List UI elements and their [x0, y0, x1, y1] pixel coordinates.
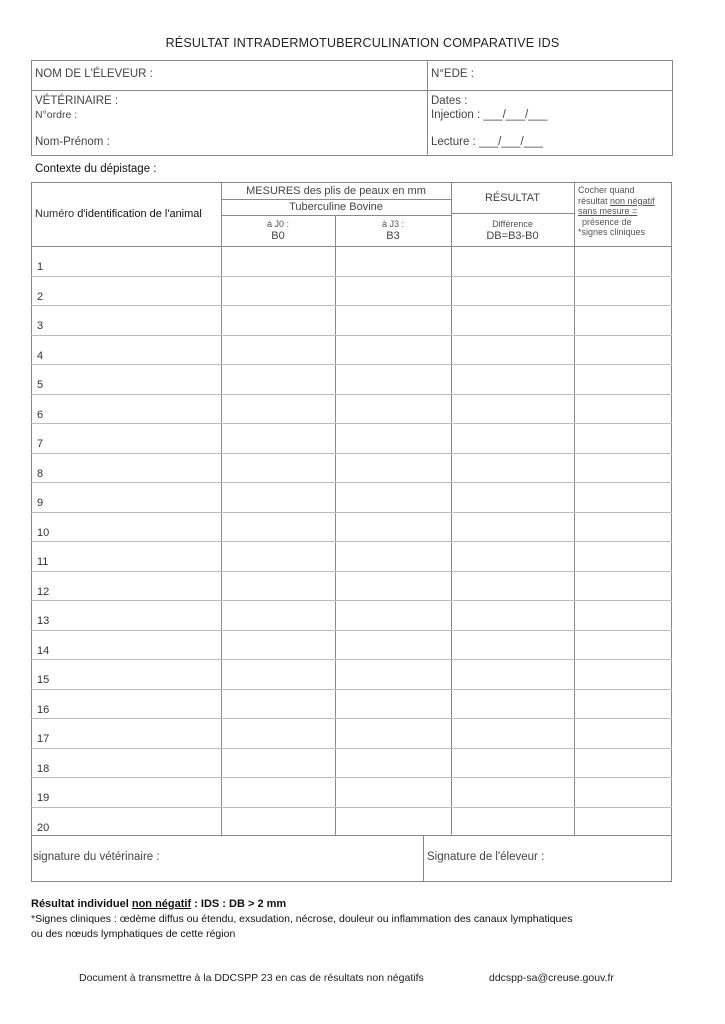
row-separator [31, 423, 672, 424]
tuberculine-line [221, 215, 451, 216]
row-separator [31, 777, 672, 778]
row-number: 13 [37, 615, 50, 627]
row-separator [31, 335, 672, 336]
resultat-rule [31, 898, 286, 910]
row-number: 19 [37, 792, 50, 804]
mesures-line [221, 199, 451, 200]
col-header-id-prefix: Numéro [35, 208, 75, 220]
veterinaire-label: VÉTÉRINAIRE : [35, 95, 119, 107]
cocher-line-3-underlined: sans mesure = [578, 206, 638, 216]
row-separator [31, 512, 672, 513]
row-number: 12 [37, 585, 50, 598]
resultat-rule-underlined: non négatif [131, 898, 192, 910]
row-separator [31, 541, 672, 542]
row-separator [31, 718, 672, 719]
cocher-line-3 [578, 206, 655, 217]
row-number: 7 [37, 438, 44, 450]
header-divider [427, 60, 428, 156]
row-separator [31, 305, 672, 306]
row-number: 1 [37, 261, 44, 273]
footer-instructions: Document à transmettre à la DDCSPP 23 en cas de résultats non négatifs [79, 972, 424, 984]
header-row-line [31, 90, 673, 91]
footer-email[interactable]: ddcspp-sa@creuse.gouv.fr [489, 972, 614, 984]
signature-eleveur-field[interactable]: Signature de l'éleveur : [427, 851, 545, 863]
row-number: 2 [37, 290, 44, 303]
cocher-line-2-prefix: résultat [578, 195, 608, 206]
resultat-rule-suffix: : IDS : DB > 2 mm [191, 898, 287, 910]
col-line-id [221, 182, 222, 836]
injection-date-field[interactable]: Injection : ___/___/___ [431, 109, 548, 121]
lecture-date-field[interactable]: Lecture : ___/___/___ [431, 136, 543, 148]
row-number: 11 [37, 556, 49, 568]
row-separator [31, 600, 672, 601]
row-separator [31, 394, 672, 395]
signes-cliniques-line-2: ou des nœuds lymphatiques de cette région [31, 928, 236, 940]
j3-label: à J3 : [381, 219, 404, 229]
cocher-line-4: présence de [582, 216, 632, 227]
resultat-line [451, 213, 574, 214]
col-line-b3 [451, 182, 452, 836]
cocher-line-5: *signes cliniques [578, 227, 646, 237]
cocher-line-2-underlined: non négatif [610, 195, 655, 206]
table-header-bottom [31, 246, 672, 247]
signature-veterinaire-field[interactable]: signature du vétérinaire : [33, 851, 160, 863]
signature-divider [423, 836, 424, 882]
row-number: 8 [37, 467, 44, 480]
mesures-header: MESURES des plis de peaux en mm [246, 185, 426, 197]
document-title: RÉSULTAT INTRADERMOTUBERCULINATION COMPARATIVE IDS [165, 36, 560, 50]
row-number: 4 [37, 349, 44, 362]
col-line-db [574, 182, 575, 836]
dates-label: Dates : [431, 95, 468, 107]
row-number: 16 [37, 703, 50, 716]
signes-cliniques-line-1: *Signes cliniques : œdème diffus ou étendu, exsudation, nécrose, douleur ou inflammation des canaux lymphatiques [31, 913, 573, 925]
cocher-line-2 [578, 196, 655, 207]
row-number: 3 [37, 320, 44, 332]
row-separator [31, 364, 672, 365]
cocher-header [578, 185, 655, 238]
resultat-rule-prefix: Résultat individuel [31, 898, 129, 910]
row-separator [31, 807, 672, 808]
db-label: DB=B3-B0 [486, 230, 539, 242]
row-number: 20 [37, 821, 50, 834]
col-line-b0 [335, 215, 336, 836]
b0-label: B0 [271, 230, 285, 242]
animal-table [31, 182, 672, 836]
row-separator [31, 482, 672, 483]
row-number: 6 [37, 408, 44, 421]
row-separator [31, 453, 672, 454]
eleveur-field[interactable]: NOM DE L'ÉLEVEUR : [35, 68, 153, 80]
row-number: 14 [37, 644, 50, 657]
difference-label: Différence [492, 219, 533, 229]
cocher-line-1: Cocher quand [578, 185, 635, 195]
row-separator [31, 630, 672, 631]
ordre-field[interactable]: N°ordre : [35, 109, 78, 121]
b3-label: B3 [386, 230, 400, 242]
col-header-id [35, 208, 202, 220]
row-separator [31, 276, 672, 277]
row-separator [31, 748, 672, 749]
row-number: 15 [37, 674, 50, 686]
nom-prenom-field[interactable]: Nom-Prénom : [35, 136, 110, 148]
col-header-id-rest: d'identification de l'animal [77, 208, 202, 220]
row-number: 17 [37, 733, 50, 745]
contexte-field[interactable]: Contexte du dépistage : [35, 163, 157, 175]
row-number: 18 [37, 762, 50, 775]
row-separator [31, 689, 672, 690]
row-separator [31, 659, 672, 660]
row-number: 10 [37, 526, 50, 539]
row-number: 9 [37, 497, 44, 509]
ede-field[interactable]: N°EDE : [431, 68, 474, 80]
row-separator [31, 571, 672, 572]
j0-label: à J0 : [266, 219, 289, 229]
tuberculine-header: Tuberculine Bovine [289, 201, 383, 213]
resultat-header: RÉSULTAT [484, 192, 540, 204]
row-number: 5 [37, 379, 44, 391]
